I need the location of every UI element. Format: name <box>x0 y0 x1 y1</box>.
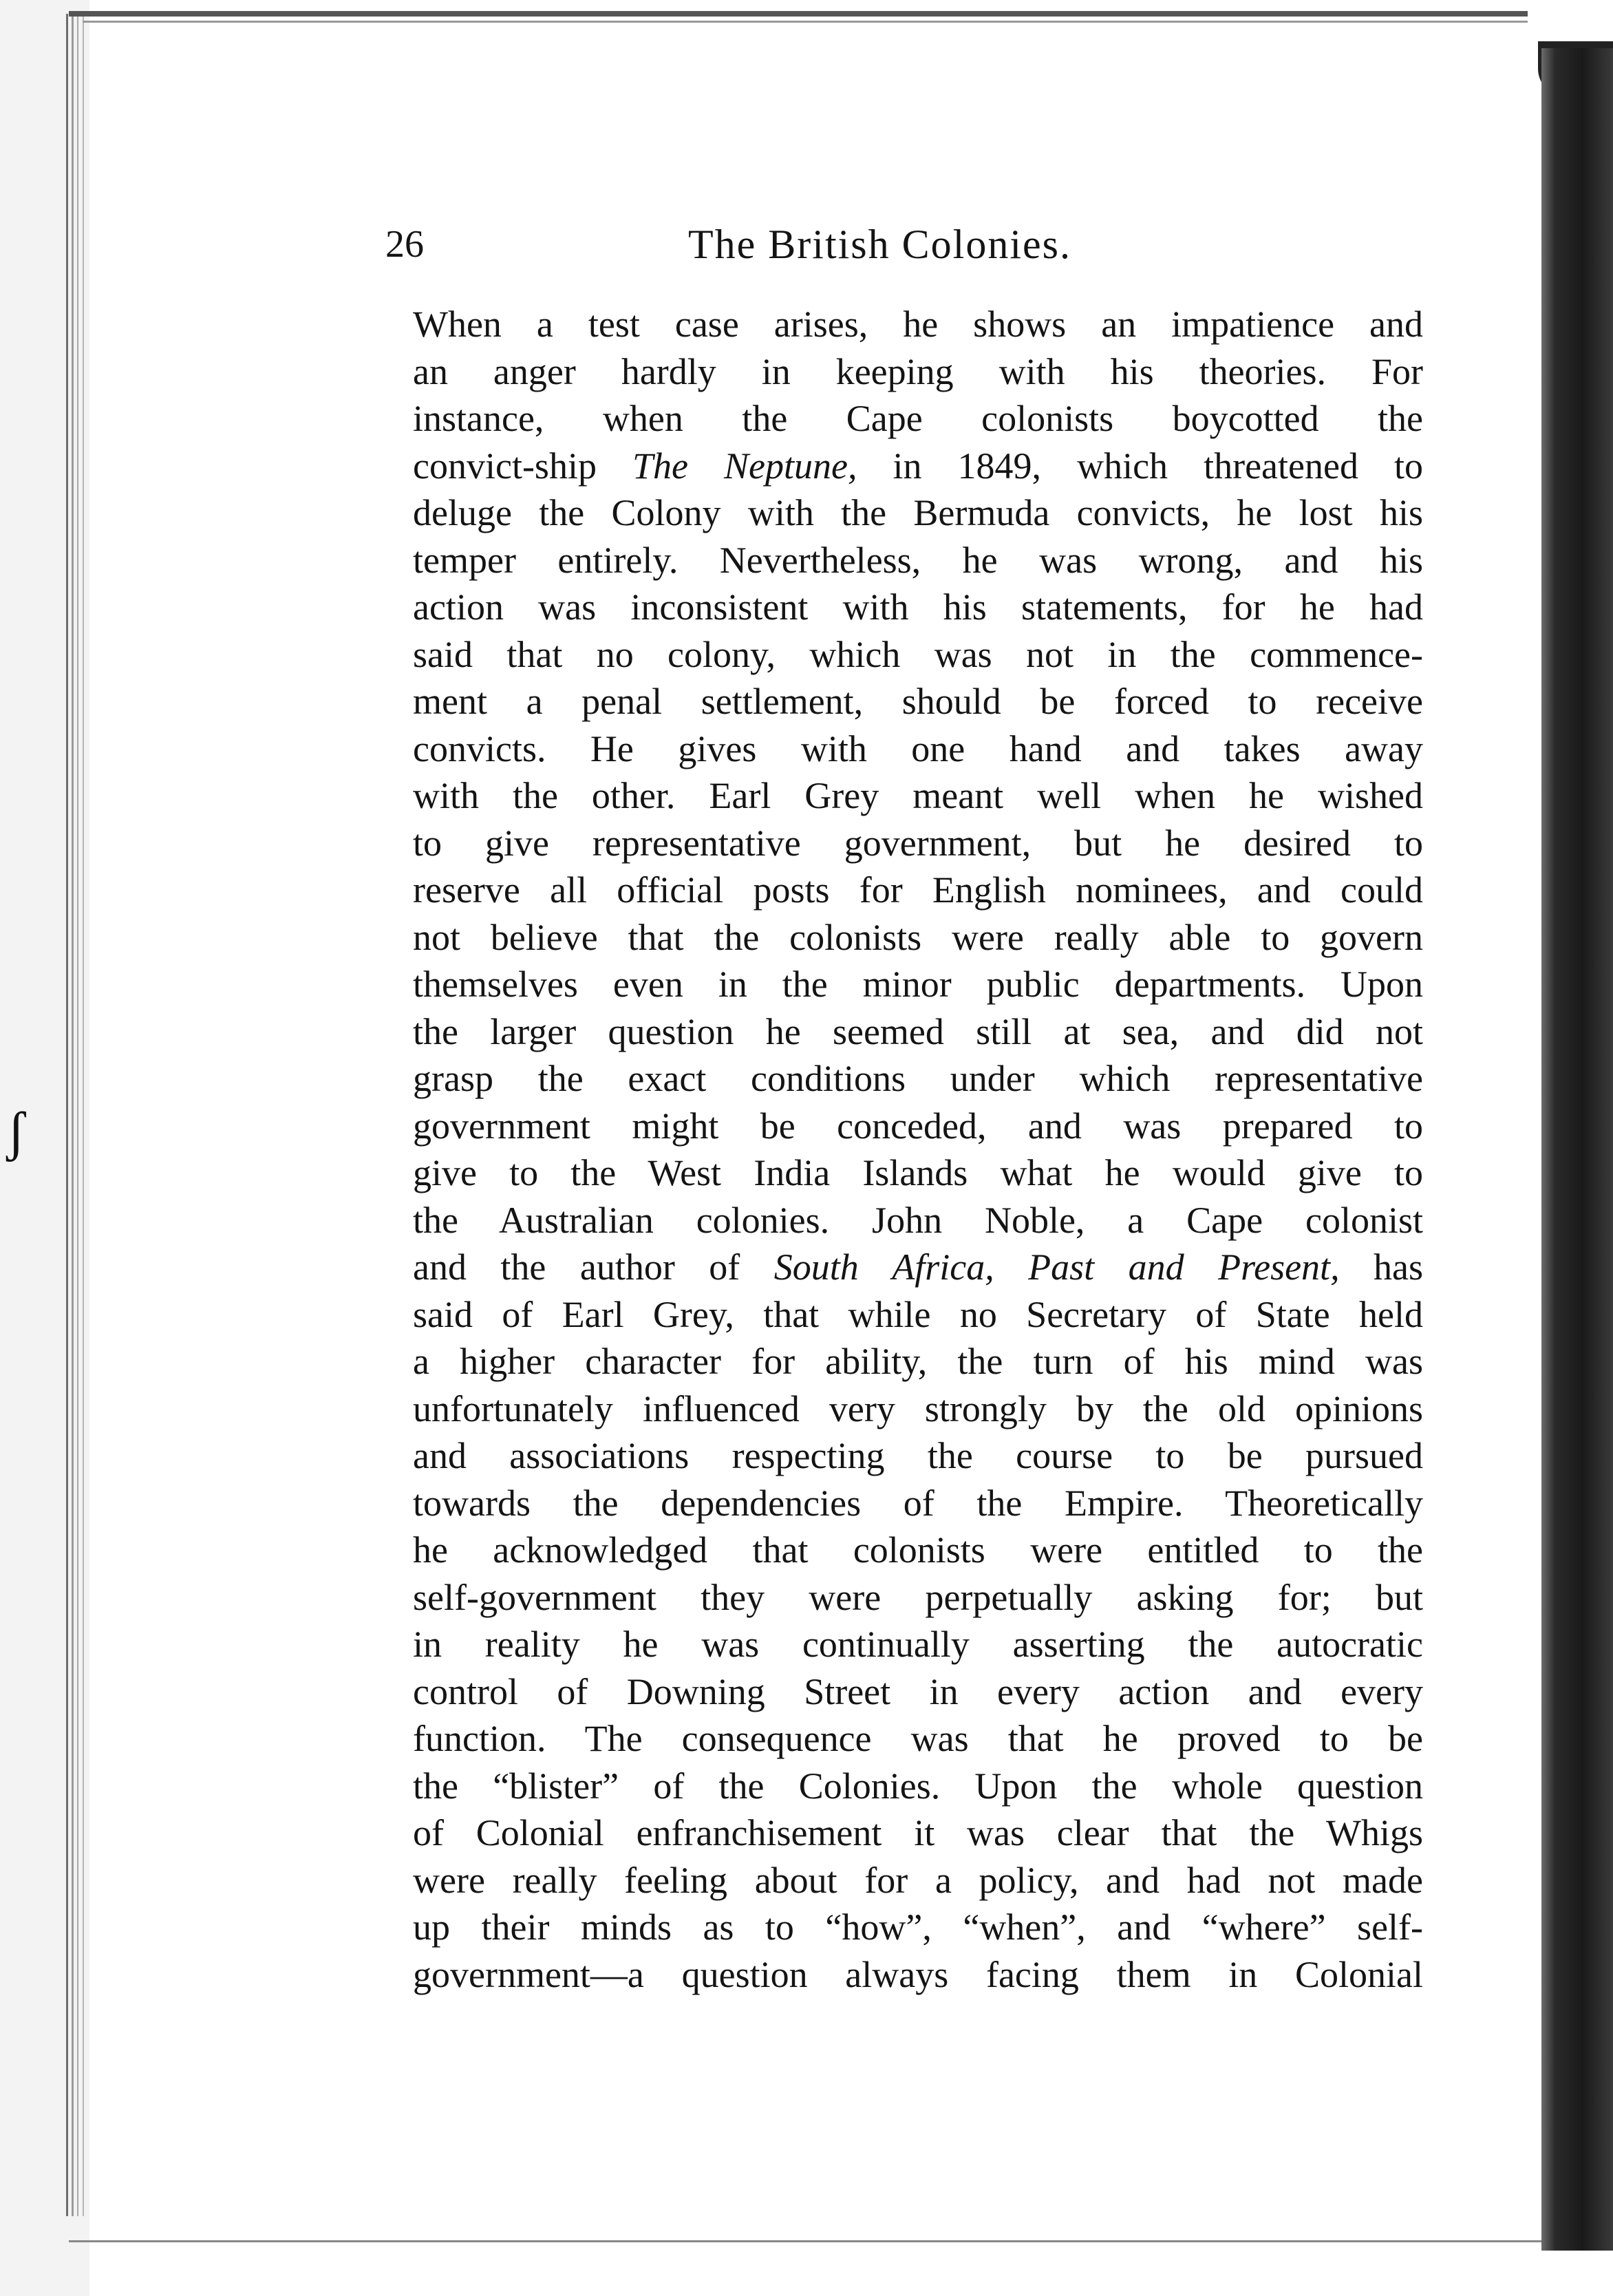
text-line <box>413 961 1423 1008</box>
page-edge-line <box>66 14 68 2216</box>
text-line <box>413 1904 1423 1951</box>
margin-pencil-mark: ʃ <box>7 1102 25 1162</box>
text-line <box>413 1480 1423 1527</box>
page-edge-line <box>72 14 74 2216</box>
text-line <box>413 1527 1423 1574</box>
text-line <box>413 867 1423 914</box>
text-line <box>413 1197 1423 1244</box>
text-line <box>413 537 1423 584</box>
text-line <box>413 820 1423 867</box>
text-line <box>413 301 1423 348</box>
text-segment: reserve all official posts for English nominees, and could <box>413 869 1423 911</box>
text-line <box>413 1763 1423 1810</box>
text-line <box>413 1857 1423 1904</box>
text-line <box>413 1008 1423 1056</box>
right-page-shadow <box>1541 48 1613 2251</box>
text-segment: said that no colony, which was not in the commence- <box>413 633 1423 675</box>
text-segment: the “blister” of the Colonies. Upon the whole question <box>413 1765 1423 1807</box>
text-segment: in 1849, which threatened to <box>857 445 1423 487</box>
text-segment: an anger hardly in keeping with his theories. For <box>413 350 1423 392</box>
text-segment: has <box>1339 1246 1423 1288</box>
text-line <box>413 1574 1423 1622</box>
text-line <box>413 1291 1423 1339</box>
text-segment: themselves even in the minor public departments. Upon <box>413 964 1423 1005</box>
text-segment: not believe that the colonists were really able to govern <box>413 916 1423 958</box>
text-segment: the larger question he seemed still at sea, and did not <box>413 1010 1423 1052</box>
text-segment: the Australian colonies. John Noble, a Cape colonist <box>413 1199 1423 1241</box>
text-segment: deluge the Colony with the Bermuda convicts, he lost his <box>413 492 1423 533</box>
text-segment: function. The consequence was that he proved to be <box>413 1718 1423 1759</box>
text-segment: temper entirely. Nevertheless, he was wrong, and his <box>413 539 1423 581</box>
text-line <box>413 772 1423 820</box>
text-segment: government might be conceded, and was prepared to <box>413 1105 1423 1147</box>
body-text <box>413 301 1423 1998</box>
text-line <box>413 725 1423 773</box>
page-number: 26 <box>385 223 424 266</box>
text-segment: in reality he was continually asserting the autocratic <box>413 1624 1423 1665</box>
text-segment: convicts. He gives with one hand and takes away <box>413 727 1423 769</box>
text-line <box>413 395 1423 443</box>
text-line <box>413 1244 1423 1291</box>
text-segment: he acknowledged that colonists were entitled to the <box>413 1529 1423 1571</box>
text-segment: When a test case arises, he shows an impatience and <box>413 304 1423 345</box>
text-segment: ment a penal settlement, should be forced to receive <box>413 681 1423 722</box>
text-segment: were really feeling about for a policy, and had not made <box>413 1859 1423 1901</box>
text-segment: convict-ship <box>413 445 632 487</box>
text-line <box>413 1951 1423 1999</box>
bottom-border <box>69 2240 1569 2242</box>
text-segment: a higher character for ability, the turn of his mind was <box>413 1341 1423 1382</box>
text-line <box>413 914 1423 961</box>
italic-title: South Africa, Past and Present, <box>773 1246 1340 1288</box>
text-line <box>413 1621 1423 1668</box>
text-line <box>413 584 1423 631</box>
page-edge-line <box>77 14 78 2216</box>
page-header <box>385 220 1431 268</box>
page-edge-line <box>83 14 84 2216</box>
text-line <box>413 1103 1423 1150</box>
text-line <box>413 348 1423 396</box>
text-line <box>413 1338 1423 1385</box>
text-line <box>413 489 1423 537</box>
text-line <box>413 443 1423 490</box>
text-segment: government—a question always facing them in Colonial <box>413 1953 1423 1995</box>
text-segment: unfortunately influenced very strongly by the old opinions <box>413 1388 1423 1429</box>
text-segment: give to the West India Islands what he would give to <box>413 1152 1423 1193</box>
running-title: The British Colonies. <box>688 222 1071 267</box>
text-segment: up their minds as to “how”, “when”, and “where” self- <box>413 1906 1423 1948</box>
text-segment: self-government they were perpetually asking for; but <box>413 1576 1423 1618</box>
text-segment: and associations respecting the course to be pursued <box>413 1435 1423 1476</box>
text-line <box>413 1668 1423 1716</box>
text-line <box>413 631 1423 679</box>
text-line <box>413 1385 1423 1433</box>
text-line <box>413 1432 1423 1480</box>
text-segment: with the other. Earl Grey meant well when he wished <box>413 775 1423 816</box>
text-segment: to give representative government, but he desired to <box>413 822 1423 864</box>
text-segment: action was inconsistent with his statements, for he had <box>413 586 1423 628</box>
text-line <box>413 1715 1423 1763</box>
text-segment: instance, when the Cape colonists boycotted the <box>413 398 1423 439</box>
text-line <box>413 678 1423 725</box>
text-segment: said of Earl Grey, that while no Secretary of State held <box>413 1293 1423 1335</box>
text-segment: grasp the exact conditions under which representative <box>413 1058 1423 1099</box>
top-border-inner <box>83 21 1528 23</box>
italic-title: The Neptune, <box>632 445 857 487</box>
text-segment: and the author of <box>413 1246 774 1288</box>
text-segment: of Colonial enfranchisement it was clear that the Whigs <box>413 1812 1423 1853</box>
text-line <box>413 1149 1423 1197</box>
top-border <box>69 11 1528 17</box>
text-segment: towards the dependencies of the Empire. Theoretically <box>413 1482 1423 1524</box>
text-line <box>413 1809 1423 1857</box>
text-line <box>413 1055 1423 1103</box>
text-segment: control of Downing Street in every action and every <box>413 1670 1423 1712</box>
